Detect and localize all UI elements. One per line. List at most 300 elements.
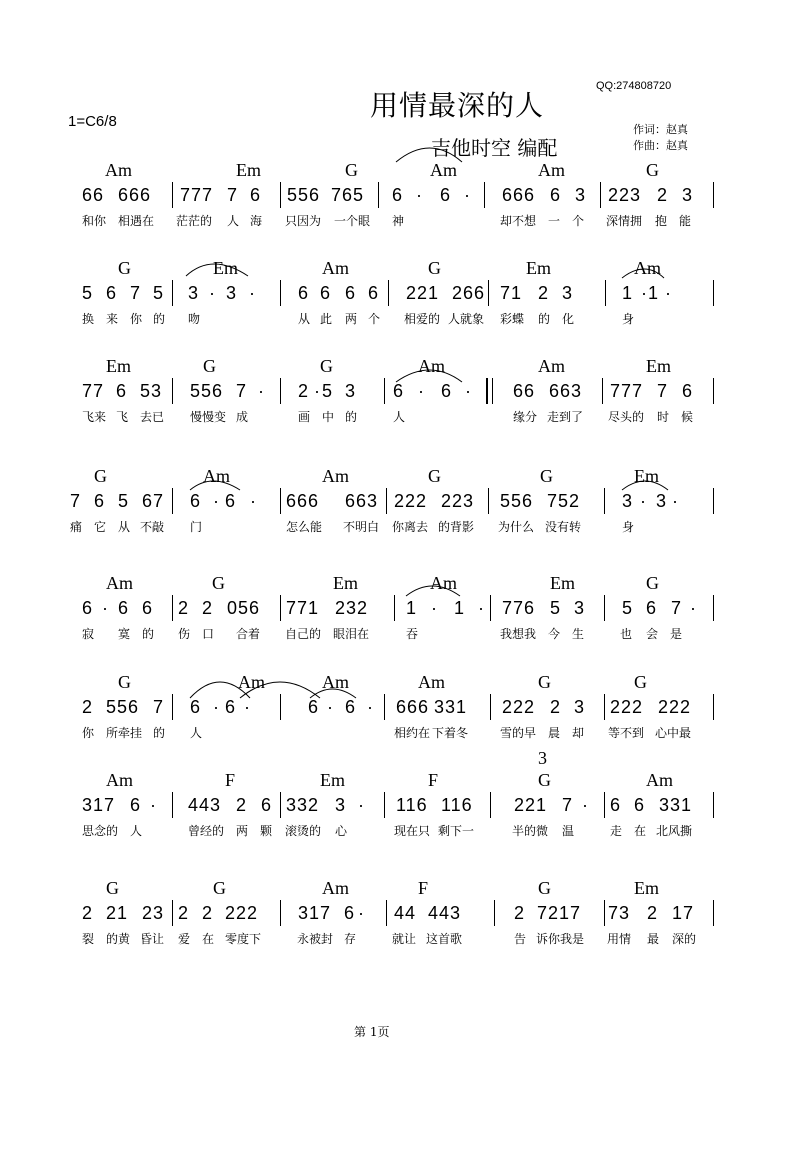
bar-line [713, 182, 714, 208]
chord-symbol: Am [106, 573, 133, 593]
chord-symbol: Am [322, 258, 349, 278]
note-group: · [641, 283, 648, 303]
note-group: 7 [130, 283, 142, 303]
lyric-text: 颗 [260, 824, 273, 838]
chord-symbol: G [538, 878, 551, 898]
lyric-text: 裂 [82, 932, 95, 946]
note-group: 6 [308, 697, 320, 717]
bar-line [172, 488, 173, 514]
lyric-text: 今 [548, 627, 561, 641]
lyric-text: 尽头的 [608, 410, 645, 424]
note-group: 663 [549, 381, 583, 401]
bar-line [713, 595, 714, 621]
chord-symbol: 3 [538, 748, 547, 768]
bar-line [604, 792, 605, 818]
chord-symbol: G [94, 466, 107, 486]
note-group: 2 [538, 283, 550, 303]
lyric-text: 的 [142, 627, 155, 641]
chord-symbol: Am [634, 258, 661, 278]
note-group: · [249, 283, 256, 303]
note-group: 2 [657, 185, 669, 205]
note-group: 6 [116, 381, 128, 401]
chord-symbol: Am [322, 672, 349, 692]
note-group: 3 [656, 491, 668, 511]
lyric-text: 深的 [672, 932, 697, 946]
note-group: 17 [672, 903, 695, 923]
lyric-text: 个 [368, 312, 381, 326]
note-group: 2 [514, 903, 526, 923]
chord-symbol: Em [333, 573, 358, 593]
lyric-text: 半的微 [512, 824, 549, 838]
note-group: 5 [82, 283, 94, 303]
chord-symbol: Em [320, 770, 345, 790]
note-group: 6 [225, 697, 237, 717]
note-group: · [582, 795, 589, 815]
lyric-text: 怎么能 [286, 520, 323, 534]
chord-symbol: Em [634, 466, 659, 486]
lyric-text: 深情拥 [606, 214, 643, 228]
lyric-text: 这首歌 [426, 932, 463, 946]
lyric-text: 此 [320, 312, 333, 326]
lyric-text: 时 [657, 410, 670, 424]
lyric-text: 滚烫的 [285, 824, 322, 838]
chord-symbol: F [225, 770, 236, 790]
note-group: 6 [130, 795, 142, 815]
note-group: 2 [82, 903, 94, 923]
note-group: 7 [671, 598, 683, 618]
note-group: 6 [142, 598, 154, 618]
note-group: · [102, 598, 109, 618]
note-group: 5 [550, 598, 562, 618]
note-group: 5 [118, 491, 130, 511]
chord-symbol: G [646, 160, 659, 180]
lyric-text: 吞 [406, 627, 419, 641]
lyric-text: 换 [82, 312, 95, 326]
note-group: 5 [322, 381, 334, 401]
score-system [0, 573, 797, 665]
chord-symbol: G [538, 672, 551, 692]
lyric-text: 中 [322, 410, 335, 424]
lyric-text: 的 [153, 312, 166, 326]
note-group: 1 [622, 283, 634, 303]
bar-line [388, 280, 389, 306]
lyric-text: 所牵挂 [106, 726, 143, 740]
note-group: 2 [647, 903, 659, 923]
note-group: 53 [140, 381, 163, 401]
note-group: 6 [368, 283, 380, 303]
lyric-text: 现在只 [394, 824, 431, 838]
note-group: 7 [227, 185, 239, 205]
lyric-text: 不敲 [140, 520, 165, 534]
note-group: 317 [298, 903, 332, 923]
lyric-text: 爱 [178, 932, 191, 946]
chord-symbol: Em [646, 356, 671, 376]
note-group: 44 [394, 903, 417, 923]
chord-symbol: Am [105, 160, 132, 180]
lyric-text: 缘分 [513, 410, 538, 424]
note-group: 3 [682, 185, 694, 205]
note-group: · [416, 185, 423, 205]
note-group: 556 [190, 381, 224, 401]
bar-line [280, 900, 281, 926]
note-group: 2 [202, 598, 214, 618]
lyric-text: 生 [572, 627, 585, 641]
note-group: 6 [250, 185, 262, 205]
bar-line [602, 378, 603, 404]
chord-symbol: Em [236, 160, 261, 180]
note-group: 6 [345, 697, 357, 717]
chord-symbol: Em [526, 258, 551, 278]
note-group: 3 [574, 598, 586, 618]
note-group: 6 [634, 795, 646, 815]
note-group: 3 [335, 795, 347, 815]
note-group: 71 [500, 283, 523, 303]
lyric-text: 相爱的 [404, 312, 441, 326]
chord-symbol: Am [106, 770, 133, 790]
lyric-text: 走到了 [547, 410, 584, 424]
note-group: 3 [345, 381, 357, 401]
lyric-text: 也 [620, 627, 633, 641]
bar-line [604, 900, 605, 926]
note-group: · [213, 491, 220, 511]
chord-symbol: G [428, 466, 441, 486]
lyric-text: 彩蝶 [500, 312, 525, 326]
note-group: 752 [547, 491, 581, 511]
lyric-text: 候 [681, 410, 694, 424]
note-group: 3 [622, 491, 634, 511]
lyric-text: 的 [345, 410, 358, 424]
note-group: · [431, 598, 438, 618]
note-group: · [258, 381, 265, 401]
bar-line [172, 378, 173, 404]
bar-line [713, 900, 714, 926]
lyric-text: 抱 [655, 214, 668, 228]
lyric-text: 在 [202, 932, 215, 946]
bar-line [494, 900, 495, 926]
chord-symbol: Em [106, 356, 131, 376]
composer-credit: 作曲：赵真 [633, 139, 688, 152]
note-group: 6 [225, 491, 237, 511]
note-group: 2 [550, 697, 562, 717]
lyric-text: 慢慢变 [190, 410, 227, 424]
note-group: 6 [646, 598, 658, 618]
lyric-text: 人 [190, 726, 203, 740]
lyric-text: 走 [610, 824, 623, 838]
chord-symbol: Em [550, 573, 575, 593]
note-group: 6 [550, 185, 562, 205]
bar-line [713, 378, 714, 404]
lyric-text: 飞来 [82, 410, 107, 424]
note-group: 331 [434, 697, 468, 717]
lyric-text: 去已 [140, 410, 165, 424]
lyric-text: 的背影 [438, 520, 475, 534]
note-group: · [672, 491, 679, 511]
note-group: 6 [682, 381, 694, 401]
lyric-text: 一个眼 [334, 214, 371, 228]
chord-symbol: G [213, 878, 226, 898]
note-group: 666 [118, 185, 152, 205]
note-group: 6 [441, 381, 453, 401]
chord-symbol: G [118, 258, 131, 278]
lyric-text: 从 [118, 520, 131, 534]
chord-symbol: Em [634, 878, 659, 898]
bar-line [280, 378, 281, 404]
bar-line [280, 280, 281, 306]
note-group: 222 [225, 903, 259, 923]
note-group: 6 [298, 283, 310, 303]
note-group: 056 [227, 598, 261, 618]
note-group: · [358, 903, 365, 923]
note-group: · [367, 697, 374, 717]
chord-symbol: G [345, 160, 358, 180]
lyric-text: 却不想 [500, 214, 537, 228]
chord-symbol: Am [430, 573, 457, 593]
note-group: 2 [236, 795, 248, 815]
lyric-text: 我想我 [500, 627, 537, 641]
lyric-text: 海 [250, 214, 263, 228]
note-group: 6 [118, 598, 130, 618]
note-group: · [314, 381, 321, 401]
lyric-text: 下着冬 [432, 726, 469, 740]
bar-line [384, 694, 385, 720]
note-group: 67 [142, 491, 165, 511]
note-group: 6 [190, 491, 202, 511]
lyric-text: 会 [646, 627, 659, 641]
note-group: 443 [188, 795, 222, 815]
lyric-text: 告 [514, 932, 527, 946]
lyric-text: 你离去 [392, 520, 429, 534]
note-group: 331 [659, 795, 693, 815]
chord-symbol: Am [646, 770, 673, 790]
bar-line [172, 900, 173, 926]
score-system [0, 466, 797, 558]
bar-line [484, 182, 485, 208]
lyric-text: 两 [236, 824, 249, 838]
score-system [0, 748, 797, 862]
chord-symbol: Am [418, 356, 445, 376]
lyric-text: 思念的 [82, 824, 119, 838]
note-group: 7 [657, 381, 669, 401]
note-group: 666 [396, 697, 430, 717]
note-group: 7 [562, 795, 574, 815]
note-group: · [640, 491, 647, 511]
note-group: 777 [610, 381, 644, 401]
bar-line [604, 595, 605, 621]
note-group: 221 [514, 795, 548, 815]
note-group: 2 [298, 381, 310, 401]
note-group: 223 [608, 185, 642, 205]
note-group: 223 [441, 491, 475, 511]
note-group: 2 [178, 598, 190, 618]
note-group: 116 [441, 795, 473, 815]
lyric-text: 却 [572, 726, 585, 740]
note-group: 3 [188, 283, 200, 303]
bar-line [172, 694, 173, 720]
repeat-sign [486, 378, 493, 404]
note-group: 556 [500, 491, 534, 511]
lyric-text: 身 [622, 312, 635, 326]
chord-symbol: G [634, 672, 647, 692]
note-group: 232 [335, 598, 369, 618]
lyric-text: 就让 [392, 932, 417, 946]
chord-symbol: G [540, 466, 553, 486]
lyric-text: 自己的 [285, 627, 322, 641]
note-group: · [250, 491, 257, 511]
bar-line [600, 182, 601, 208]
lyric-text: 你 [130, 312, 143, 326]
bar-line [605, 280, 606, 306]
lyric-text: 相约在 [394, 726, 431, 740]
lyric-text: 身 [622, 520, 635, 534]
bar-line [384, 378, 385, 404]
note-group: 7 [236, 381, 248, 401]
chord-symbol: G [118, 672, 131, 692]
chord-symbol: Am [538, 356, 565, 376]
chord-symbol: Am [538, 160, 565, 180]
lyric-text: 北风撕 [656, 824, 693, 838]
note-group: 6 [440, 185, 452, 205]
bar-line [172, 595, 173, 621]
chord-symbol: Am [203, 466, 230, 486]
note-group: 6 [190, 697, 202, 717]
lyric-text: 和你 [82, 214, 107, 228]
note-group: 317 [82, 795, 116, 815]
note-group: 5 [622, 598, 634, 618]
note-group: 6 [320, 283, 332, 303]
lyric-text: 两 [345, 312, 358, 326]
lyric-text: 伤 [178, 627, 191, 641]
lyric-text: 诉你我是 [536, 932, 585, 946]
lyric-text: 飞 [116, 410, 129, 424]
lyric-text: 曾经的 [188, 824, 225, 838]
bar-line [604, 694, 605, 720]
bar-line [713, 488, 714, 514]
lyric-text: 个 [572, 214, 585, 228]
score-system [0, 258, 797, 350]
lyric-text: 痛 [70, 520, 83, 534]
lyric-text: 一 [548, 214, 561, 228]
bar-line [488, 280, 489, 306]
note-group: 66 [82, 185, 105, 205]
note-group: · [690, 598, 697, 618]
lyric-text: 人就象 [448, 312, 485, 326]
lyric-text: 寂 [82, 627, 95, 641]
note-group: 6 [106, 283, 118, 303]
lyric-text: 雪的早 [500, 726, 537, 740]
note-group: 6 [261, 795, 273, 815]
note-group: 73 [608, 903, 631, 923]
bar-line [490, 694, 491, 720]
chord-symbol: G [106, 878, 119, 898]
note-group: 5 [153, 283, 165, 303]
chord-symbol: F [428, 770, 439, 790]
lyric-text: 只因为 [285, 214, 322, 228]
lyric-text: 吻 [188, 312, 201, 326]
lyric-text: 茫茫的 [176, 214, 213, 228]
lyric-text: 人 [227, 214, 240, 228]
bar-line [386, 900, 387, 926]
note-group: 6 [345, 283, 357, 303]
bar-line [280, 488, 281, 514]
lyric-text: 存 [344, 932, 357, 946]
note-group: 765 [331, 185, 365, 205]
chord-symbol: Am [322, 878, 349, 898]
lyric-text: 寞 [118, 627, 131, 641]
note-group: 7 [153, 697, 165, 717]
chord-symbol: G [428, 258, 441, 278]
note-group: 443 [428, 903, 462, 923]
chord-symbol: Am [238, 672, 265, 692]
chord-symbol: Am [430, 160, 457, 180]
note-group: · [244, 697, 251, 717]
lyric-text: 不明白 [343, 520, 380, 534]
note-group: 556 [106, 697, 140, 717]
lyric-text: 最 [647, 932, 660, 946]
note-group: 6 [392, 185, 404, 205]
chord-symbol: Em [213, 258, 238, 278]
bar-line [280, 595, 281, 621]
note-group: 771 [286, 598, 320, 618]
note-group: 266 [452, 283, 486, 303]
lyric-text: 没有转 [545, 520, 582, 534]
arranger: 吉他时空 编配 [431, 136, 558, 160]
score-system [0, 878, 797, 970]
lyric-text: 的 [153, 726, 166, 740]
note-group: 222 [502, 697, 536, 717]
note-group: 1 [648, 283, 660, 303]
lyric-text: 你 [82, 726, 95, 740]
chord-symbol: F [418, 878, 429, 898]
bar-line [280, 792, 281, 818]
lyric-text: 人 [130, 824, 143, 838]
lyric-text: 是 [670, 627, 683, 641]
note-group: 222 [610, 697, 644, 717]
lyric-text: 人 [393, 410, 406, 424]
note-group: · [418, 381, 425, 401]
key-signature: 1=C6/8 [68, 113, 117, 130]
lyric-text: 相遇在 [118, 214, 155, 228]
lyric-text: 能 [679, 214, 692, 228]
note-group: 776 [502, 598, 536, 618]
note-group: 23 [142, 903, 165, 923]
bar-line [394, 595, 395, 621]
note-group: 6 [610, 795, 622, 815]
note-group: 222 [658, 697, 692, 717]
chord-symbol: Am [418, 672, 445, 692]
lyric-text: 用情 [607, 932, 632, 946]
chord-symbol: G [646, 573, 659, 593]
note-group: 2 [202, 903, 214, 923]
lyric-text: 成 [236, 410, 249, 424]
lyric-text: 它 [94, 520, 107, 534]
bar-line [604, 488, 605, 514]
lyric-text: 昏让 [140, 932, 165, 946]
bar-line [280, 182, 281, 208]
lyric-text: 神 [392, 214, 405, 228]
note-group: 3 [574, 697, 586, 717]
song-title: 用情最深的人 [370, 89, 545, 122]
score-system [0, 160, 797, 252]
lyric-text: 合着 [236, 627, 261, 641]
lyric-text: 口 [202, 627, 215, 641]
note-group: 3 [575, 185, 587, 205]
note-group: 7217 [537, 903, 582, 923]
bar-line [488, 488, 489, 514]
note-group: 666 [286, 491, 320, 511]
note-group: · [464, 185, 471, 205]
note-group: 666 [502, 185, 536, 205]
note-group: · [327, 697, 334, 717]
